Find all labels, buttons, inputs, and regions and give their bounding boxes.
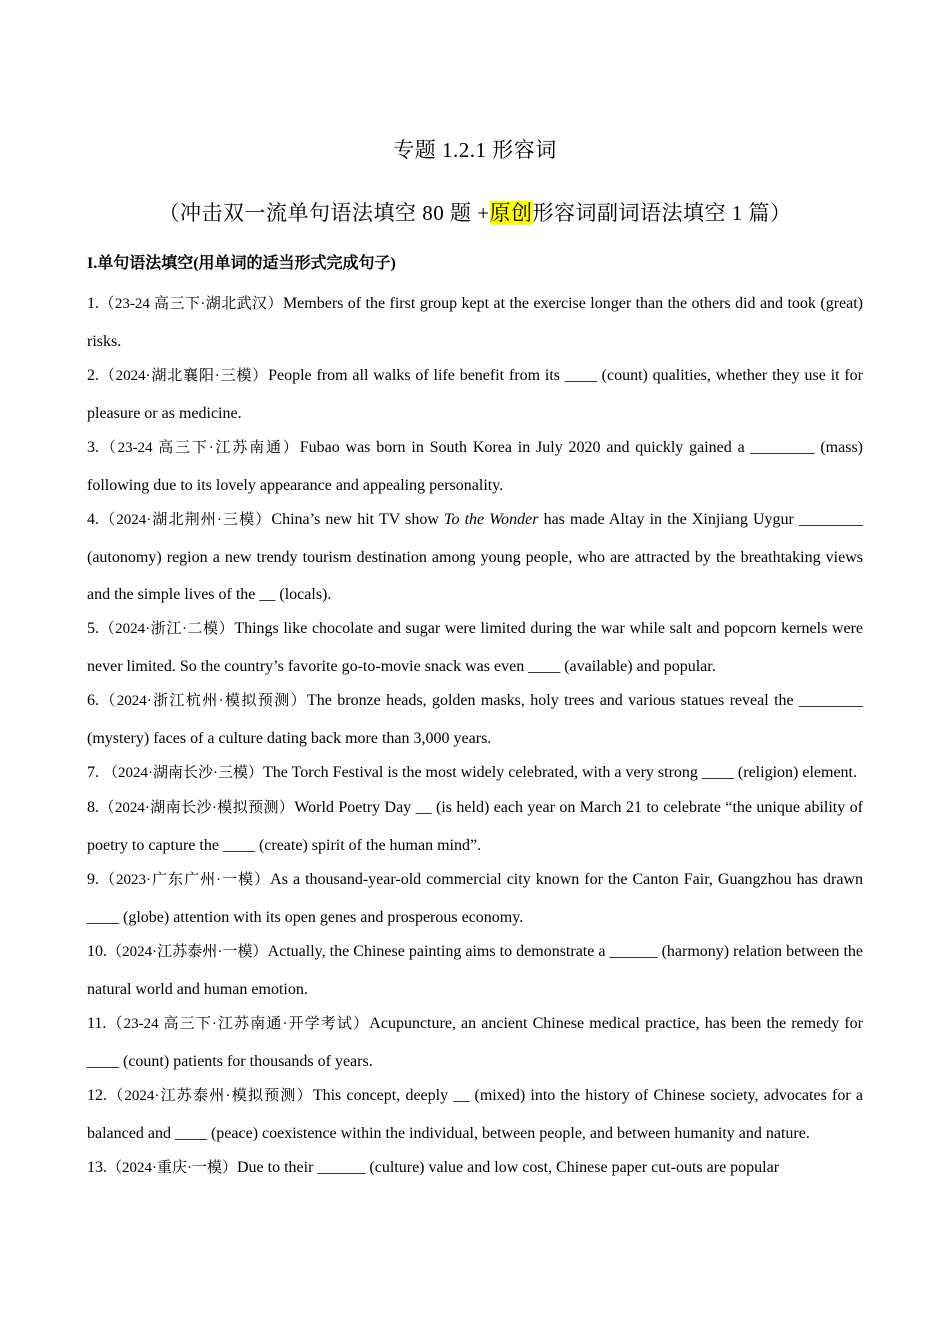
- question-text: Members of the first group kept at the exercise longer than the others did and took (great) risks.: [87, 295, 863, 350]
- question-text: Actually, the Chinese painting aims to demonstrate a ______ (harmony) relation between the natural world and human emotion.: [87, 943, 864, 998]
- question-number: 4.: [87, 511, 99, 528]
- question-item: [87, 610, 863, 685]
- question-text: Due to their ______ (culture) value and low cost, Chinese paper cut-outs are popular: [237, 1159, 780, 1176]
- question-number: 12.: [87, 1087, 107, 1104]
- question-text: The Torch Festival is the most widely celebrated, with a very strong ____ (religion) element.: [263, 764, 857, 781]
- question-text: Fubao was born in South Korea in July 2020 and quickly gained a ________ (mass) following due to its lovely appearance and appealing personality.: [87, 439, 863, 494]
- question-number: 7.: [87, 764, 103, 781]
- question-source: （2024·浙江杭州·模拟预测）: [99, 693, 307, 709]
- question-list: [87, 285, 863, 1184]
- subtitle-highlight: 原创: [489, 201, 533, 225]
- page-title: 专题 1.2.1 形容词: [393, 138, 557, 162]
- question-number: 13.: [87, 1159, 107, 1176]
- question-number: 5.: [87, 620, 99, 637]
- question-text: Acupuncture, an ancient Chinese medical practice, has been the remedy for ____ (count) patients for thousands of years.: [87, 1015, 863, 1070]
- question-number: 3.: [87, 439, 99, 456]
- question-number: 11.: [87, 1015, 107, 1032]
- question-text: This concept, deeply __ (mixed) into the history of Chinese society, advocates for a balanced and ____ (peace) coexistence within the individual, between people, and between humanity and nature.: [87, 1087, 863, 1142]
- question-item: [87, 429, 863, 504]
- question-text-after: has made Altay in the Xinjiang Uygur ________ (autonomy) region a new trendy tourism destination among young people, who are attracted by the breathtaking views and the simple lives of the __ (locals).: [87, 511, 863, 603]
- question-item: [87, 861, 863, 936]
- page-subtitle: [0, 199, 950, 227]
- question-item: [87, 933, 863, 1008]
- question-number: 2.: [87, 367, 99, 384]
- question-source: （2024·重庆·一模）: [107, 1160, 237, 1176]
- question-text: World Poetry Day __ (is held) each year on March 21 to celebrate “the unique ability of poetry to capture the ____ (create) spirit of the human mind”.: [87, 799, 863, 854]
- question-number: 10.: [87, 943, 107, 960]
- question-source: （2024·湖北襄阳·三模）: [99, 368, 269, 384]
- subtitle-suffix: 形容词副词语法填空 1 篇）: [532, 201, 792, 225]
- question-source: （23-24 高三下·江苏南通·开学考试）: [106, 1016, 370, 1032]
- question-item: [87, 789, 863, 864]
- question-source: （2024·浙江·二模）: [99, 621, 235, 637]
- question-item: [87, 501, 863, 613]
- question-source: （2024·江苏泰州·模拟预测）: [107, 1088, 313, 1104]
- question-text: As a thousand-year-old commercial city known for the Canton Fair, Guangzhou has drawn ____ (globe) attention with its open genes and prosperous economy.: [87, 871, 863, 926]
- show-title: To the Wonder: [444, 511, 539, 528]
- question-text: The bronze heads, golden masks, holy trees and various statues reveal the ________ (mystery) faces of a culture dating back more than 3,000 years.: [87, 692, 863, 747]
- question-item: [87, 357, 863, 432]
- question-item: [87, 1005, 863, 1080]
- question-number: 8.: [87, 799, 99, 816]
- question-source: （23-24 高三下·湖北武汉）: [99, 296, 283, 312]
- question-item: [87, 754, 863, 792]
- question-source: （2023·广东广州·一模）: [99, 872, 271, 888]
- section-heading: I.单句语法填空(用单词的适当形式完成句子): [87, 255, 396, 272]
- question-source: （2024·湖南长沙·模拟预测）: [99, 800, 295, 816]
- question-text: People from all walks of life benefit from its ____ (count) qualities, whether they use it for pleasure or as medicine.: [87, 367, 863, 422]
- question-number: 6.: [87, 692, 99, 709]
- question-source: （2024·湖北荆州·三模）: [99, 512, 272, 528]
- question-item: [87, 1077, 863, 1152]
- question-number: 9.: [87, 871, 99, 888]
- question-item: [87, 682, 863, 757]
- subtitle-prefix: （冲击双一流单句语法填空 80 题 +: [158, 201, 490, 225]
- question-source: （2024·江苏泰州·一模）: [107, 944, 268, 960]
- question-number: 1.: [87, 295, 99, 312]
- question-text: Things like chocolate and sugar were limited during the war while salt and popcorn kernels were never limited. So the country’s favorite go-to-movie snack was even ____ (available) and popular.: [87, 620, 864, 675]
- question-source: （23-24 高三下·江苏南通）: [99, 440, 300, 456]
- question-source: （2024·湖南长沙·三模）: [103, 765, 263, 781]
- question-item: [87, 285, 863, 360]
- question-item: [87, 1149, 863, 1187]
- question-text-before: China’s new hit TV show: [271, 511, 445, 528]
